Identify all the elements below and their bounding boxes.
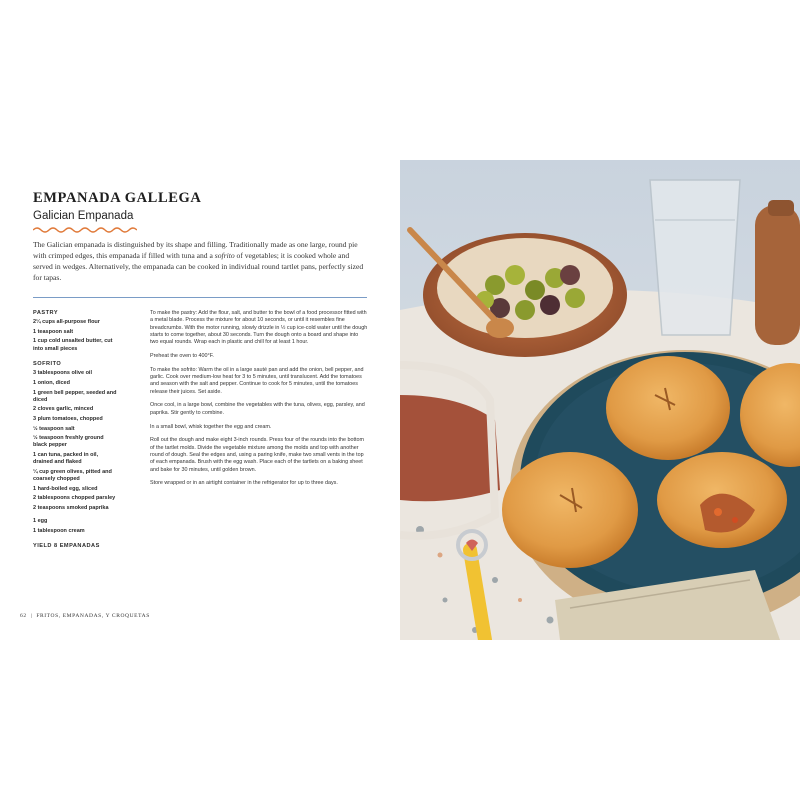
method-paragraph: In a small bowl, whisk together the egg and cream. <box>150 423 272 430</box>
ingredients-list <box>33 310 119 550</box>
method-paragraph: Roll out the dough and make eight 3-inch rounds. Press four of the rounds into the bottom of the tartlet molds. Divide the vegetable mixture among the molds and top with another round of dough. Seal the edges and, using a paring knife, make two small vents in the top of each empanada. Brush with the egg wash. Place each of the tartlets on a baking sheet and bake for 30 minutes, until golden brown. <box>150 437 364 473</box>
food-photo <box>400 160 800 640</box>
recipe-yield: YIELD 8 EMPANADAS <box>33 543 100 550</box>
method-paragraph: Preheat the oven to 400°F. <box>150 352 214 359</box>
ingredient-item: 1 can tuna, packed in oil, drained and flaked <box>33 451 99 466</box>
intro-sofrito-term: sofrito <box>214 250 235 260</box>
ingredient-item: 2¼ cups all-purpose flour <box>33 319 100 326</box>
wave-divider-icon <box>33 226 137 234</box>
chapter-title: FRITOS, EMPANADAS, Y CROQUETAS <box>36 613 150 619</box>
method-paragraph: To make the sofrito: Warm the oil in a large sauté pan and add the onion, bell pepper, and garlic. Cook over medium-low heat for 3 to 5 minutes, until translucent. Add the tomatoes and season with the salt and pepper. Continue to cook for 5 minutes, until the tomatoes release their juices. Set aside. <box>150 366 364 395</box>
ingredient-item: 1 onion, diced <box>33 379 70 386</box>
ingredient-item: 2 cloves garlic, minced <box>33 406 94 413</box>
ingredient-item: 1 green bell pepper, seeded and diced <box>33 389 117 403</box>
page-footer <box>20 613 150 619</box>
intro-text-1: The Galician empanada is distinguished by its shape and filling. Traditionally made as one large, round pie with crimped edges, this empanada if filled with tuna and a <box>33 240 358 260</box>
method-paragraph: Store wrapped or in an airtight container in the refrigerator for up to three days. <box>150 480 338 487</box>
recipe-title: EMPANADA GALLEGA <box>33 190 202 206</box>
pastry-heading: PASTRY <box>33 310 59 316</box>
ingredient-item: ¼ cup green olives, pitted and coarsely chopped <box>33 468 112 482</box>
method-steps <box>150 310 368 494</box>
intro-text-2: of vegetables; it is cooked whole and served in wedges. Alternatively, the empanada can be cooked in individual round tartlet pans, perfectly sized for tapas. <box>33 250 364 282</box>
empanadas-photo-illustration <box>400 160 800 640</box>
footer-separator: | <box>30 613 33 619</box>
ingredient-item: 1 teaspoon salt <box>33 328 74 335</box>
ingredient-item: 1 tablespoon cream <box>33 527 85 534</box>
ingredient-item: 2 teaspoons smoked paprika <box>33 504 109 511</box>
page-number: 62 <box>20 613 27 619</box>
method-paragraph: Once cool, in a large bowl, combine the vegetables with the tuna, olives, egg, parsley, and paprika. Stir gently to combine. <box>150 402 365 416</box>
sofrito-heading: SOFRITO <box>33 361 62 368</box>
ingredient-item: 3 plum tomatoes, chopped <box>33 415 103 422</box>
ingredient-item: 1 hard-boiled egg, sliced <box>33 485 98 492</box>
ingredient-item: 1 egg <box>33 518 48 525</box>
ingredient-item: 2 tablespoons chopped parsley <box>33 495 116 502</box>
recipe-intro <box>33 240 367 284</box>
ingredient-item: ½ teaspoon salt <box>33 425 75 432</box>
ingredient-item: 3 tablespoons olive oil <box>33 370 92 377</box>
ingredient-item: ½ teaspoon freshly ground black pepper <box>33 435 104 449</box>
section-divider <box>33 297 367 298</box>
method-paragraph: To make the pastry: Add the flour, salt, and butter to the bowl of a food processor fitted with a metal blade. Process the mixture for about 10 seconds, or until it resembles fine breadcrumbs. With the motor running, slowly drizzle in ½ cup ice-cold water until the dough starts to come together, about 30 seconds. Turn the dough onto a board and shape into two equal rounds. Wrap each in plastic and chill for at least 1 hour. <box>150 310 368 346</box>
ingredient-item: 1 cup cold unsalted butter, cut into small pieces <box>33 338 113 352</box>
recipe-page <box>0 160 400 640</box>
recipe-subtitle: Galician Empanada <box>33 210 134 222</box>
